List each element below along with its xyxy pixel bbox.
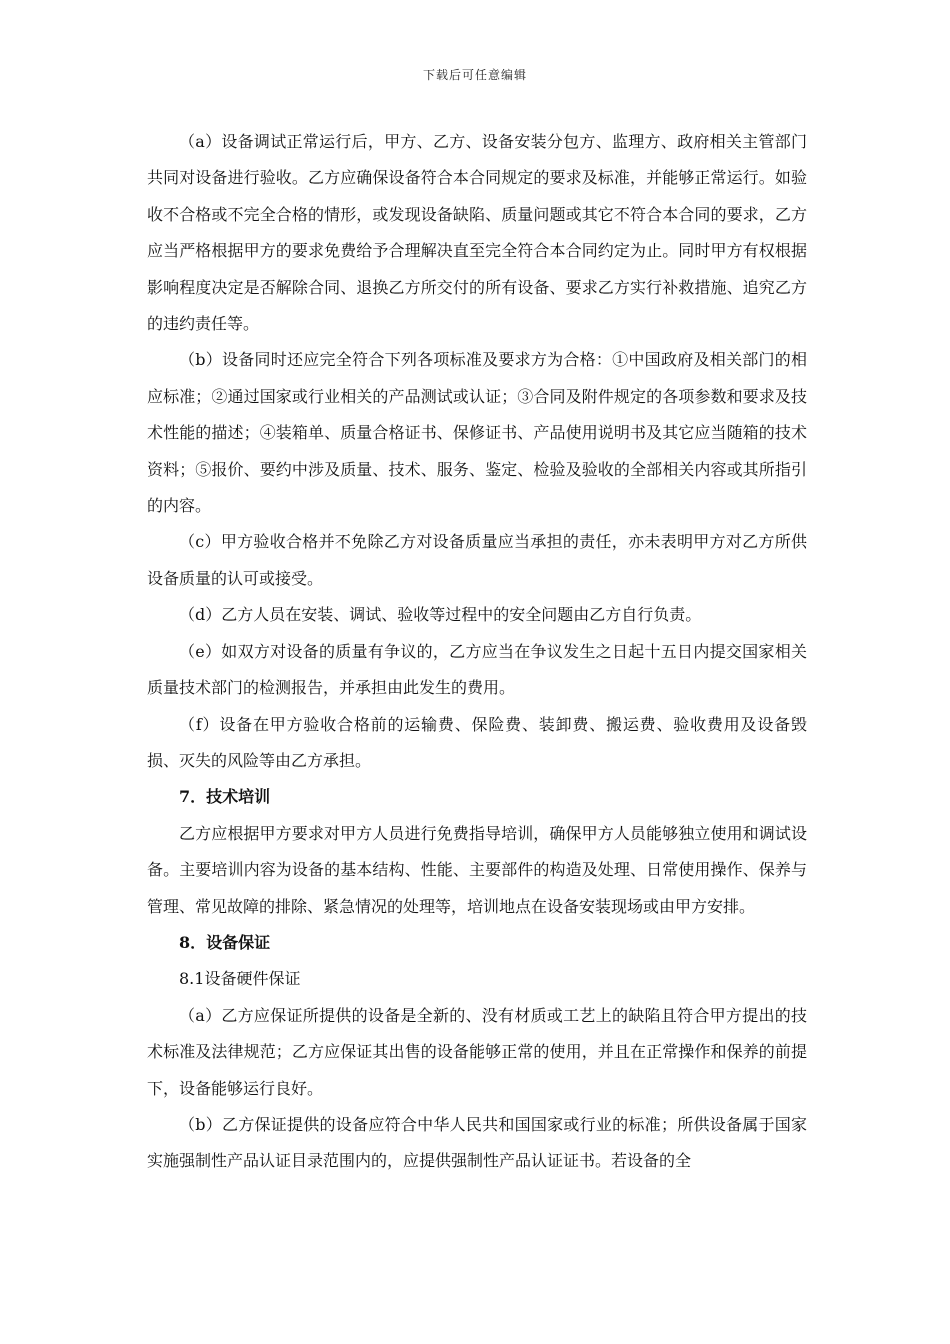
paragraph-acceptance-b: （b）设备同时还应完全符合下列各项标准及要求方为合格：①中国政府及相关部门的相应标准；②通过国家或行业相关的产品测试或认证；③合同及附件规定的各项参数和要求及技术性能的描述；④装箱单、质量合格证书、保修证书、产品使用说明书及其它应当随箱的技术资料；⑤报价、要约中涉及质量、技术、服务、鉴定、检验及验收的全部相关内容或其所指引的内容。 [147,350,807,516]
section-heading-warranty: 8．设备保证 [179,932,271,952]
paragraph-training: 乙方应根据甲方要求对甲方人员进行免费指导培训，确保甲方人员能够独立使用和调试设备。主要培训内容为设备的基本结构、性能、主要部件的构造及处理、日常使用操作、保养与管理、常见故障的排除、紧急情况的处理等，培训地点在设备安装现场或由甲方安排。 [147,823,807,916]
paragraph-acceptance-a: （a）设备调试正常运行后，甲方、乙方、设备安装分包方、监理方、政府相关主管部门共同对设备进行验收。乙方应确保设备符合本合同规定的要求及标准，并能够正常运行。如验收不合格或不完全合格的情形，或发现设备缺陷、质量问题或其它不符合本合同的要求，乙方应当严格根据甲方的要求免费给予合理解决直至完全符合本合同约定为止。同时甲方有权根据影响程度决定是否解除合同、退换乙方所交付的所有设备、要求乙方实行补救措施、追究乙方的违约责任等。 [147,132,807,334]
paragraph-acceptance-c: （c）甲方验收合格并不免除乙方对设备质量应当承担的责任，亦未表明甲方对乙方所供设备质量的认可或接受。 [147,532,807,588]
page-header: 下载后可任意编辑 [422,68,527,82]
document-body [147,124,807,1180]
paragraph-acceptance-f: （f）设备在甲方验收合格前的运输费、保险费、装卸费、搬运费、验收费用及设备毁损、灭失的风险等由乙方承担。 [147,714,807,770]
paragraph-acceptance-e: （e）如双方对设备的质量有争议的，乙方应当在争议发生之日起十五日内提交国家相关质量技术部门的检测报告，并承担由此发生的费用。 [147,641,807,698]
paragraph-hardware-b: （b）乙方保证提供的设备应符合中华人民共和国国家或行业的标准；所供设备属于国家实施强制性产品认证目录范围内的，应提供强制性产品认证证书。若设备的全 [147,1114,807,1171]
paragraph-acceptance-d: （d）乙方人员在安装、调试、验收等过程中的安全问题由乙方自行负责。 [179,605,702,625]
subsection-heading-hardware: 8.1设备硬件保证 [179,969,301,989]
paragraph-hardware-a: （a）乙方应保证所提供的设备是全新的、没有材质或工艺上的缺陷且符合甲方提出的技术标准及法律规范；乙方应保证其出售的设备能够正常的使用，并且在正常操作和保养的前提下，设备能够运行良好。 [147,1005,807,1098]
section-heading-training: 7．技术培训 [179,787,271,807]
